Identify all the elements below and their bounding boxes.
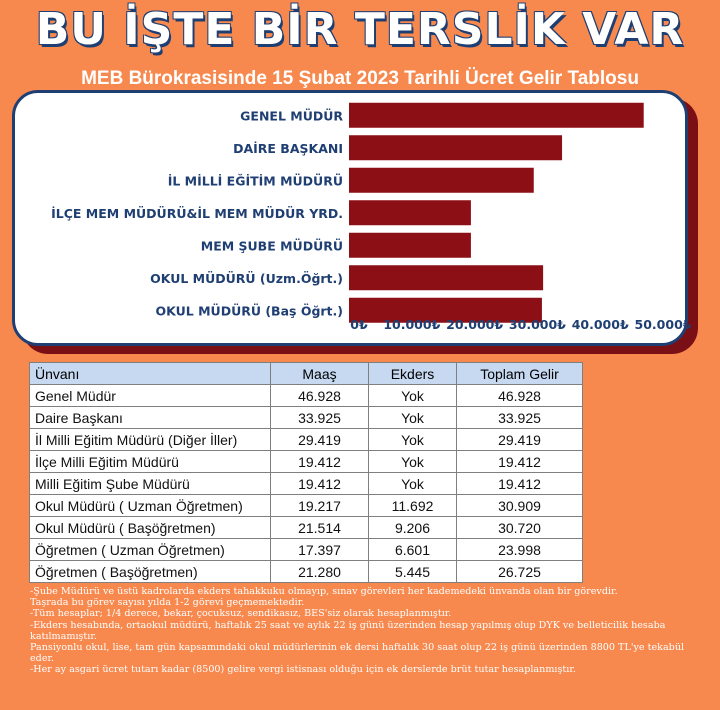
header-toplam-gelir: Toplam Gelir (457, 363, 583, 385)
bar (349, 265, 543, 290)
footnote-line: -Her ay asgari ücret tutarı kadar (8500) gelire vergi istisnası olduğu için ek derslerde brüt tutar hesaplanmıştır. (30, 664, 576, 676)
cell-unvan: Öğretmen ( Başöğretmen) (30, 561, 271, 583)
x-tick-label: 10.000₺ (383, 317, 441, 332)
salary-bar-chart (15, 93, 692, 343)
category-label: MEM ŞUBE MÜDÜRÜ (200, 238, 343, 254)
footnote-line: Pansiyonlu okul, lise, tam gün kapsamındaki okul müdürlerinin ek dersi haftalık 30 saat olup 22 iş günü üzerinden 8800 TL'ye tekabül eder. (30, 642, 685, 665)
cell-ekders: 9.206 (369, 517, 457, 539)
salary-table-container (29, 362, 583, 583)
cell-ekders: Yok (369, 473, 457, 495)
cell-unvan: Genel Müdür (30, 385, 271, 407)
bar (349, 233, 471, 258)
bar (349, 200, 471, 225)
cell-toplam: 30.909 (457, 495, 583, 517)
cell-unvan: Okul Müdürü ( Uzman Öğretmen) (30, 495, 271, 517)
cell-maas: 19.412 (271, 473, 369, 495)
cell-ekders: 5.445 (369, 561, 457, 583)
cell-toplam: 19.412 (457, 451, 583, 473)
footnote-line: -Şube Müdürü ve üstü kadrolarda ekders tahakkuku olmayıp, sınav görevleri her kademedeki ünvanda olan bir görevdir. (30, 586, 618, 597)
cell-maas: 33.925 (271, 407, 369, 429)
cell-maas: 17.397 (271, 539, 369, 561)
footnotes (30, 586, 710, 676)
cell-maas: 46.928 (271, 385, 369, 407)
cell-unvan: Daire Başkanı (30, 407, 271, 429)
cell-toplam: 46.928 (457, 385, 583, 407)
bar (349, 103, 644, 128)
cell-toplam: 26.725 (457, 561, 583, 583)
table-header-row (30, 363, 583, 385)
cell-toplam: 19.412 (457, 473, 583, 495)
table-row (30, 561, 583, 583)
x-tick-label: 50.000₺ (634, 317, 692, 332)
category-label: İL MİLLİ EĞİTİM MÜDÜRÜ (167, 173, 343, 189)
table-row (30, 495, 583, 517)
header-unvan: Ünvanı (30, 363, 271, 385)
cell-unvan: İlçe Milli Eğitim Müdürü (30, 451, 271, 473)
category-label: İLÇE MEM MÜDÜRÜ&İL MEM MÜDÜR YRD. (51, 205, 343, 221)
cell-ekders: 6.601 (369, 539, 457, 561)
cell-maas: 29.419 (271, 429, 369, 451)
x-tick-label: 20.000₺ (446, 317, 504, 332)
footnote-line: -Tüm hesaplar; 1/4 derece, bekar, çocuksuz, sendikasız, BES'siz olarak hesaplanmıştır. (30, 608, 452, 620)
cell-unvan: Okul Müdürü ( Başöğretmen) (30, 517, 271, 539)
salary-table (29, 362, 583, 583)
header-maas: Maaş (271, 363, 369, 385)
table-row (30, 451, 583, 473)
footnote-line: Taşrada bu görev sayısı yılda 1-2 görevi geçmemektedir. (30, 597, 305, 609)
table-row (30, 385, 583, 407)
cell-unvan: Öğretmen ( Uzman Öğretmen) (30, 539, 271, 561)
cell-maas: 21.280 (271, 561, 369, 583)
category-label: OKUL MÜDÜRÜ (Uzm.Öğrt.) (150, 270, 343, 286)
page-title: BU İŞTE BİR TERSLİK VAR (35, 4, 685, 55)
table-row (30, 517, 583, 539)
x-tick-label: 40.000₺ (571, 317, 629, 332)
cell-ekders: Yok (369, 451, 457, 473)
bar (349, 135, 562, 160)
cell-maas: 19.412 (271, 451, 369, 473)
cell-toplam: 33.925 (457, 407, 583, 429)
table-row (30, 473, 583, 495)
cell-maas: 21.514 (271, 517, 369, 539)
page-subtitle: MEB Bürokrasisinde 15 Şubat 2023 Tarihli Ücret Gelir Tablosu (81, 68, 639, 89)
chart-card (12, 90, 692, 346)
cell-ekders: Yok (369, 407, 457, 429)
header-ekders: Ekders (369, 363, 457, 385)
category-label: GENEL MÜDÜR (240, 108, 343, 124)
footnote-line: -Ekders hesabında, ortaokul müdürü, haftalık 25 saat ve aylık 22 iş günü üzerinden hesap yapılmış olup DYK ve belleticilik hesaba katılmamıştır. (30, 619, 666, 642)
cell-toplam: 30.720 (457, 517, 583, 539)
cell-toplam: 29.419 (457, 429, 583, 451)
table-row (30, 407, 583, 429)
category-label: OKUL MÜDÜRÜ (Baş Öğrt.) (155, 303, 343, 319)
x-tick-label: 30.000₺ (508, 317, 566, 332)
cell-toplam: 23.998 (457, 539, 583, 561)
cell-ekders: Yok (369, 385, 457, 407)
cell-unvan: Milli Eğitim Şube Müdürü (30, 473, 271, 495)
table-row (30, 429, 583, 451)
table-row (30, 539, 583, 561)
category-label: DAİRE BAŞKANI (233, 140, 343, 156)
x-tick-label: 0₺ (350, 317, 368, 332)
cell-maas: 19.217 (271, 495, 369, 517)
cell-ekders: 11.692 (369, 495, 457, 517)
cell-unvan: İl Milli Eğitim Müdürü (Diğer İller) (30, 429, 271, 451)
cell-ekders: Yok (369, 429, 457, 451)
bar (349, 168, 534, 193)
